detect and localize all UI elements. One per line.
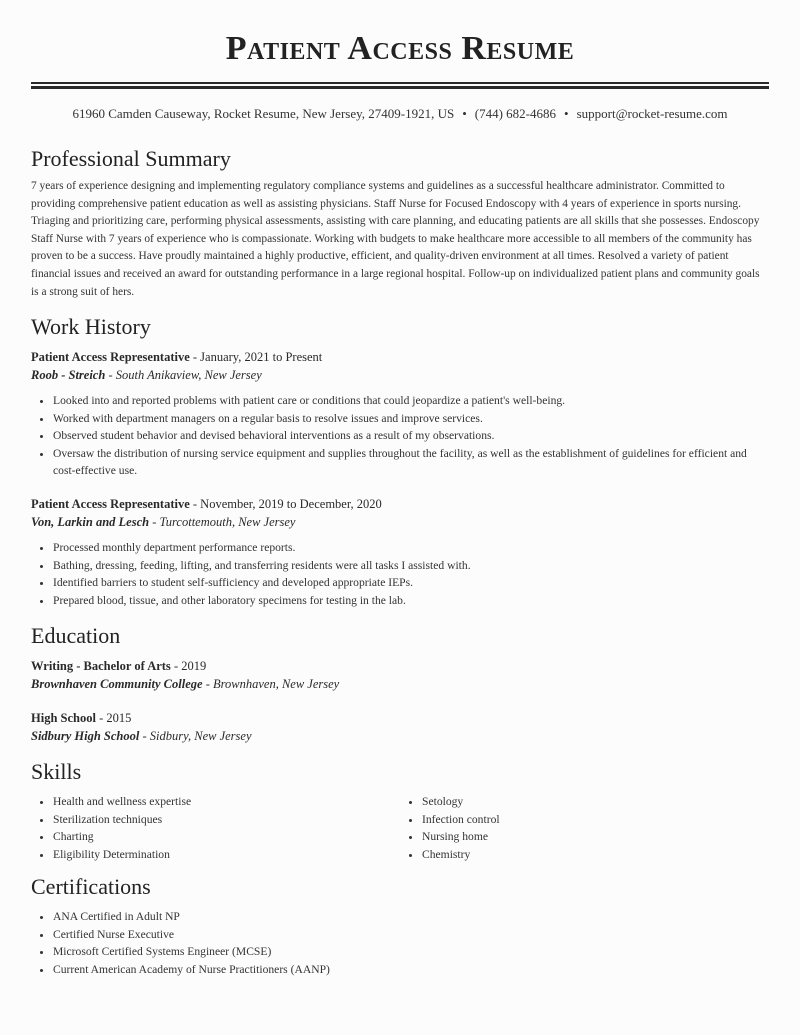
job-company: Roob - Streich [31, 368, 106, 382]
skills-columns [31, 785, 769, 863]
list-item: • Oversaw the distribution of nursing service equipment and supplies throughout the facility, as well as the establishment of guidelines for efficient and cost-effective use. [53, 445, 769, 480]
title-rule-thin [31, 82, 769, 84]
skills-heading: Skills [31, 759, 82, 784]
certifications-heading: Certifications [31, 874, 151, 899]
work-history-heading: Work History [31, 314, 151, 339]
summary-text: 7 years of experience designing and implementing regulatory compliance systems and guidelines as a successful healthcare administrator. Committed to providing comprehensive patient education as well as assisting physicians. Staff Nurse for Focused Endoscopy with 4 years of experience in sports nursing. Triaging and prioritizing care, performing physical assessments, assisting with care planning, and educating patients are all skills that she possesses. Endoscopy Staff Nurse with 7 years of experience who is compassionate. Working with budgets to make healthcare more accessible to all members of the community has proven to be a success. Have proudly maintained a highly productive, efficient, and quality-driven environment at all times. Resolved a variety of patient financial issues and received an award for outstanding performance in a large regional hospital. Follow-up on individualized patient plans and community goals is a strong suit of hers. [31, 180, 760, 298]
job-company-line [31, 513, 769, 531]
list-item: • Observed student behavior and devised behavioral interventions as a result of my observations. [53, 427, 769, 445]
list-item: • Eligibility Determination [53, 846, 400, 864]
job-location: - South Anikaview, New Jersey [105, 368, 262, 382]
education-degree: Writing - Bachelor of Arts [31, 659, 171, 673]
education-degree-line [31, 709, 769, 727]
list-item: • Bathing, dressing, feeding, lifting, and transferring residents were all tasks I assisted with. [53, 557, 769, 575]
contact-separator: • [564, 106, 569, 121]
education-entry [31, 709, 769, 745]
job-title: Patient Access Representative [31, 350, 190, 364]
list-item: • Processed monthly department performance reports. [53, 539, 769, 557]
job-title: Patient Access Representative [31, 496, 190, 511]
list-item: • Charting [53, 828, 400, 846]
education-degree: High School [31, 711, 96, 725]
education-year: - 2015 [95, 711, 132, 725]
contact-email: support@rocket-resume.com [576, 106, 728, 121]
job-dates: - November, 2019 to December, 2020 [189, 496, 382, 511]
list-item: • Worked with department managers on a regular basis to resolve issues and improve services. [53, 410, 769, 428]
work-history-section [31, 314, 769, 609]
list-item: • ANA Certified in Adult NP [53, 908, 769, 926]
list-item: • Current American Academy of Nurse Practitioners (AANP) [53, 961, 769, 979]
list-item: • Nursing home [422, 828, 769, 846]
job-bullets [31, 539, 769, 609]
education-school-line [31, 727, 769, 745]
job-dates: - January, 2021 to Present [189, 350, 323, 364]
list-item: • Setology [422, 793, 769, 811]
contact-separator: • [462, 106, 467, 121]
job-entry [31, 495, 769, 609]
education-location: - Brownhaven, New Jersey [202, 677, 340, 691]
job-title-line [31, 495, 769, 513]
certifications-section [31, 874, 769, 978]
skills-section [31, 759, 769, 863]
list-item: • Looked into and reported problems with patient care or conditions that could jeopardize a patient's well-being. [53, 392, 769, 410]
job-location: - Turcottemouth, New Jersey [149, 514, 296, 529]
contact-line [31, 106, 769, 122]
education-section [31, 623, 769, 745]
list-item: • Chemistry [422, 846, 769, 864]
education-year: - 2019 [170, 659, 207, 673]
skills-list-left [31, 793, 400, 863]
job-company: Von, Larkin and Lesch [31, 514, 150, 529]
list-item: • Sterilization techniques [53, 811, 400, 829]
list-item: • Identified barriers to student self-sufficiency and developed appropriate IEPs. [53, 574, 769, 592]
education-location: - Sidbury, New Jersey [139, 729, 252, 743]
resume-title: Patient Access Resume [225, 30, 575, 67]
contact-phone: (744) 682-4686 [474, 106, 557, 121]
title-rule-thick [31, 86, 769, 89]
summary-heading: Professional Summary [31, 146, 231, 171]
list-item: • Microsoft Certified Systems Engineer (MCSE) [53, 943, 769, 961]
list-item: • Prepared blood, tissue, and other laboratory specimens for testing in the lab. [53, 592, 769, 610]
list-item: • Health and wellness expertise [53, 793, 400, 811]
job-bullets [31, 392, 769, 480]
list-item: • Certified Nurse Executive [53, 926, 769, 944]
certifications-list [31, 908, 769, 978]
job-entry [31, 348, 769, 480]
job-company-line [31, 366, 769, 384]
education-school: Brownhaven Community College [31, 677, 203, 691]
job-title-line [31, 348, 769, 366]
education-heading: Education [31, 623, 121, 648]
education-entry [31, 657, 769, 693]
list-item: • Infection control [422, 811, 769, 829]
skills-list-right [400, 793, 769, 863]
summary-section [31, 146, 769, 301]
education-school: Sidbury High School [31, 729, 140, 743]
contact-address: 61960 Camden Causeway, Rocket Resume, New Jersey, 27409-1921, US [72, 106, 455, 121]
education-degree-line [31, 657, 769, 675]
education-school-line [31, 675, 769, 693]
